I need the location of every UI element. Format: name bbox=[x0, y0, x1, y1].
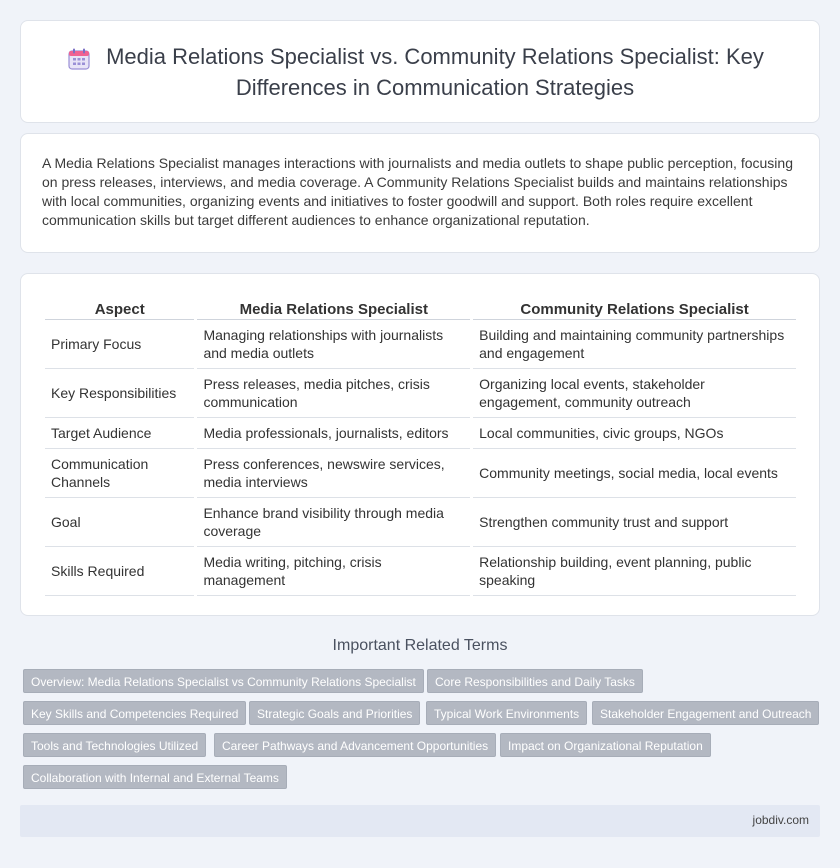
table-cell-aspect: Goal bbox=[45, 498, 194, 547]
table-cell-media: Media writing, pitching, crisis management bbox=[197, 547, 470, 596]
table-cell-aspect: Primary Focus bbox=[45, 320, 194, 369]
header-aspect: Aspect bbox=[45, 296, 194, 320]
comparison-table bbox=[42, 296, 799, 596]
table-cell-media: Enhance brand visibility through media coverage bbox=[197, 498, 470, 547]
table-cell-media: Media professionals, journalists, editors bbox=[197, 418, 470, 449]
table-cell-community: Building and maintaining community partnerships and engagement bbox=[473, 320, 796, 369]
related-term-tag[interactable]: Career Pathways and Advancement Opportunities bbox=[214, 733, 496, 757]
page-title: Media Relations Specialist vs. Community Relations Specialist: Key Differences in Communication Strategies bbox=[106, 43, 764, 100]
intro-paragraph: A Media Relations Specialist manages interactions with journalists and media outlets to shape public perception, focusing on press releases, interviews, and media coverage. A Community Relations Specialist builds and maintains relationships with local communities, organizing events and initiatives to foster goodwill and support. Both roles require excellent communication skills but target different audiences to enhance organizational reputation. bbox=[42, 155, 793, 228]
table-cell-aspect: Target Audience bbox=[45, 418, 194, 449]
related-term-tag[interactable]: Impact on Organizational Reputation bbox=[500, 733, 711, 757]
header-card bbox=[20, 20, 820, 123]
table-row bbox=[45, 320, 796, 369]
footer-site-link[interactable]: jobdiv.com bbox=[752, 813, 809, 827]
footer-bar bbox=[20, 805, 820, 837]
table-cell-aspect: Skills Required bbox=[45, 547, 194, 596]
header-media-relations: Media Relations Specialist bbox=[197, 296, 470, 320]
related-term-tag[interactable]: Key Skills and Competencies Required bbox=[23, 701, 246, 725]
table-cell-community: Local communities, civic groups, NGOs bbox=[473, 418, 796, 449]
table-row bbox=[45, 418, 796, 449]
related-term-tag[interactable]: Strategic Goals and Priorities bbox=[249, 701, 420, 725]
table-cell-community: Organizing local events, stakeholder engagement, community outreach bbox=[473, 369, 796, 418]
header-community-relations: Community Relations Specialist bbox=[473, 296, 796, 320]
intro-card bbox=[20, 133, 820, 253]
related-term-tag[interactable]: Core Responsibilities and Daily Tasks bbox=[427, 669, 643, 693]
related-term-tag[interactable]: Collaboration with Internal and External Teams bbox=[23, 765, 287, 789]
table-header-row bbox=[45, 296, 796, 320]
comparison-table-card bbox=[20, 273, 820, 616]
table-cell-aspect: Communication Channels bbox=[45, 449, 194, 498]
related-terms-title: Important Related Terms bbox=[332, 637, 508, 654]
table-cell-media: Managing relationships with journalists and media outlets bbox=[197, 320, 470, 369]
related-term-tag[interactable]: Tools and Technologies Utilized bbox=[23, 733, 206, 757]
table-cell-media: Press conferences, newswire services, media interviews bbox=[197, 449, 470, 498]
related-term-tag[interactable]: Typical Work Environments bbox=[426, 701, 587, 725]
table-cell-community: Community meetings, social media, local events bbox=[473, 449, 796, 498]
related-term-tag[interactable]: Stakeholder Engagement and Outreach bbox=[592, 701, 819, 725]
table-row bbox=[45, 547, 796, 596]
table-row bbox=[45, 498, 796, 547]
table-cell-media: Press releases, media pitches, crisis communication bbox=[197, 369, 470, 418]
related-term-tag[interactable]: Overview: Media Relations Specialist vs Community Relations Specialist bbox=[23, 669, 424, 693]
table-cell-community: Strengthen community trust and support bbox=[473, 498, 796, 547]
table-cell-community: Relationship building, event planning, public speaking bbox=[473, 547, 796, 596]
table-row bbox=[45, 369, 796, 418]
table-row bbox=[45, 449, 796, 498]
table-cell-aspect: Key Responsibilities bbox=[45, 369, 194, 418]
